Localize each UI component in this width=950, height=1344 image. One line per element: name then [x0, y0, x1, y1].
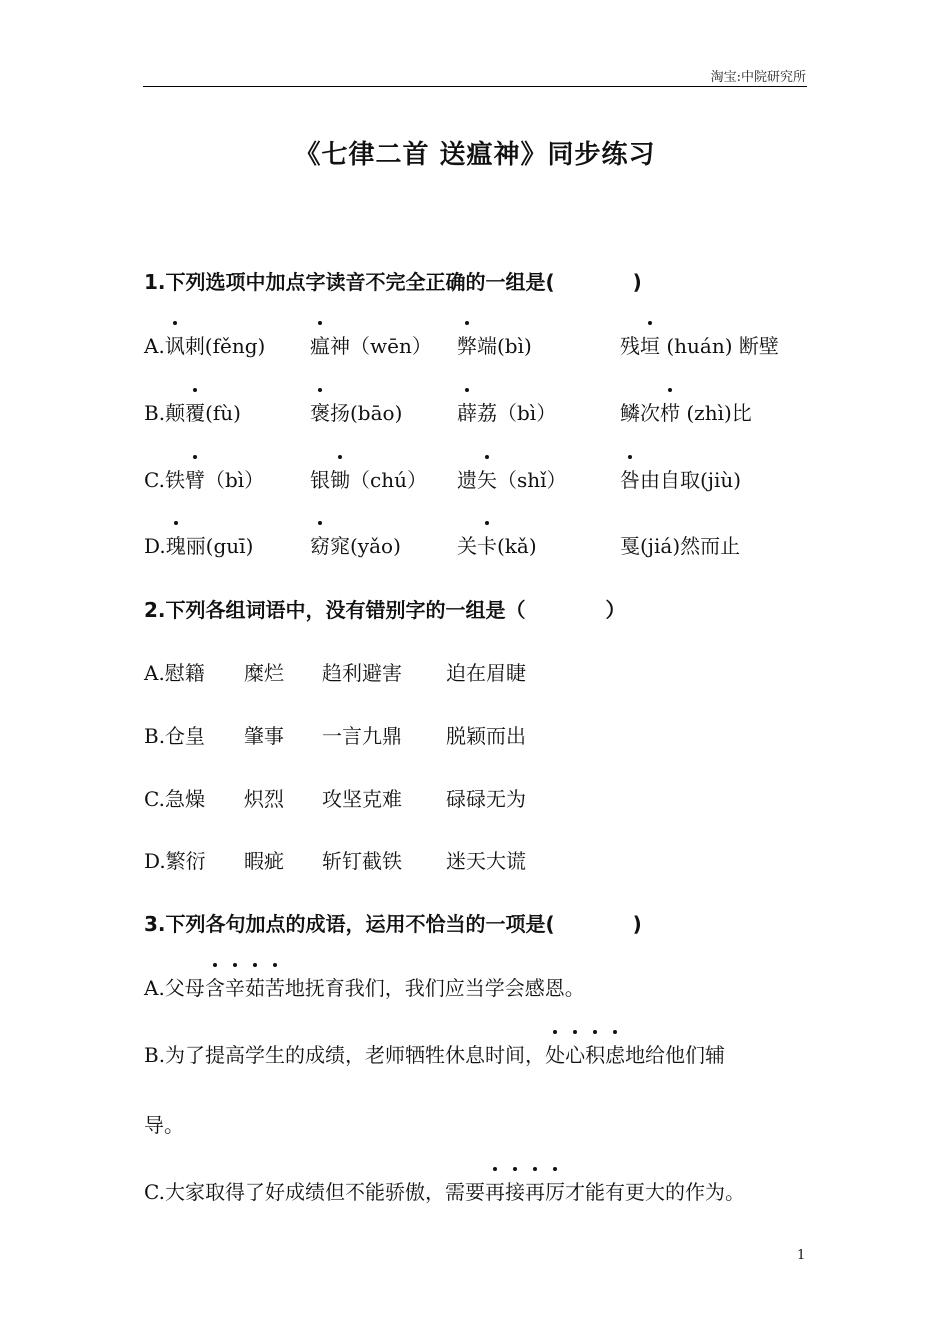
page-title: 《七律二首 送瘟神》同步练习 [294, 140, 656, 170]
dotted-char: 处 [545, 1039, 565, 1068]
q2-word: 迷天大谎 [446, 849, 526, 873]
dotted-char: 薜 [457, 397, 477, 426]
question-2-close: ） [605, 598, 626, 622]
q1-word: 瘟神（wēn） [310, 330, 432, 359]
q1-word: 残垣 (huán) 断壁 [620, 330, 779, 359]
dotted-char: 瑰 [166, 530, 186, 559]
page-number: 1 [797, 1248, 806, 1263]
q1-word: 遗矢（shǐ） [457, 464, 567, 493]
q2-word: 暇疵 [244, 849, 284, 873]
dotted-char: 虑 [605, 1039, 625, 1068]
q2-option-c [144, 783, 844, 813]
q1-option-d [144, 530, 844, 560]
question-1-stem [144, 266, 642, 295]
dotted-char: 茹 [245, 972, 265, 1001]
q2-word: 炽烈 [244, 787, 284, 811]
question-1-close: ) [632, 270, 642, 294]
option-label: A. [144, 334, 165, 358]
question-2-text: 2.下列各组词语中，没有错别字的一组是（ [144, 598, 526, 622]
header-rule [143, 86, 807, 87]
q2-word: C.急燥 [144, 787, 205, 811]
question-1-text: 1.下列选项中加点字读音不完全正确的一组是( [144, 270, 555, 294]
dotted-char: 心 [565, 1039, 585, 1068]
q2-word: 糜烂 [244, 661, 284, 685]
q2-word: B.仓皇 [144, 724, 206, 748]
q2-word: 攻坚克难 [322, 787, 402, 811]
dotted-char: 接 [505, 1176, 525, 1205]
sentence-text: B.为了提高学生的成绩，老师牺牲休息时间， [144, 1043, 546, 1067]
dotted-char: 弊 [457, 330, 477, 359]
question-3-stem [144, 908, 642, 937]
q2-word: 斩钉截铁 [322, 849, 402, 873]
dotted-char: 苦 [265, 972, 285, 1001]
option-c-sentence [144, 1176, 745, 1205]
q1-word: D.瑰丽(guī) [144, 530, 253, 559]
dotted-char: 褒 [310, 397, 330, 426]
q1-word: 戛(jiá)然而止 [620, 534, 741, 558]
q2-word: 碌碌无为 [446, 787, 526, 811]
q2-option-d [144, 845, 844, 875]
q2-word: 脱颖而出 [446, 724, 526, 748]
q1-word: 关卡(kǎ) [457, 530, 537, 559]
q1-word: A.讽刺(fěng) [144, 330, 265, 359]
dotted-char: 覆 [185, 397, 205, 426]
sentence-text: C.大家取得了好成绩但不能骄傲，需要 [144, 1180, 485, 1204]
q2-word: 一言九鼎 [322, 724, 402, 748]
question-3-close: ) [632, 912, 642, 936]
q1-option-b [144, 397, 844, 427]
q1-word: 窈窕(yǎo) [310, 530, 401, 559]
q1-word: 薜荔（bì） [457, 397, 556, 426]
option-a-sentence [144, 972, 585, 1001]
q1-option-a [144, 330, 844, 360]
q2-word: 肇事 [244, 724, 284, 748]
dotted-idiom [205, 976, 285, 1000]
option-label: C. [144, 468, 165, 492]
q1-option-c [144, 464, 844, 494]
dotted-char: 咎 [620, 464, 640, 493]
dotted-char: 锄 [330, 464, 350, 493]
dotted-char: 垣 [640, 330, 660, 359]
q2-word: 迫在眉睫 [446, 661, 526, 685]
dotted-char: 辛 [225, 972, 245, 1001]
option-b-sentence [144, 1039, 725, 1068]
header-note: 淘宝:中院研究所 [710, 70, 806, 85]
dotted-char: 窈 [310, 530, 330, 559]
q1-word: B.颠覆(fù) [144, 397, 241, 426]
q2-word: A.慰籍 [144, 661, 205, 685]
dotted-idiom [485, 1180, 565, 1204]
sentence-text: A.父母 [144, 976, 205, 1000]
dotted-char: 臂 [185, 464, 205, 493]
dotted-char: 含 [205, 972, 225, 1001]
option-label: B. [144, 401, 166, 425]
q2-word: D.繁衍 [144, 849, 206, 873]
dotted-char: 卡 [477, 530, 497, 559]
q2-option-a [144, 657, 844, 687]
q1-word: 银锄（chú） [310, 464, 427, 493]
dotted-char: 讽 [165, 330, 185, 359]
sentence-text: 才能有更大的作为。 [564, 1180, 745, 1204]
question-2-stem [144, 594, 626, 623]
q1-word: 弊端(bì) [457, 330, 532, 359]
q1-word: 咎由自取(jiù) [620, 464, 741, 493]
dotted-char: 栉 [660, 397, 680, 426]
q2-option-b [144, 720, 844, 750]
q1-word: 鳞次栉 (zhì)比 [620, 397, 752, 426]
q1-word: 褒扬(bāo) [310, 397, 402, 426]
q1-word: C.铁臂（bì） [144, 464, 264, 493]
dotted-char: 厉 [545, 1176, 565, 1205]
dotted-char: 矢 [477, 464, 497, 493]
option-b-continuation: 导。 [144, 1113, 184, 1137]
question-3-text: 3.下列各句加点的成语，运用不恰当的一项是( [144, 912, 555, 936]
option-label: D. [144, 534, 166, 558]
dotted-idiom [545, 1043, 625, 1067]
dotted-char: 积 [585, 1039, 605, 1068]
q2-word: 趋利避害 [322, 661, 402, 685]
dotted-char: 瘟 [310, 330, 330, 359]
dotted-char: 再 [485, 1176, 505, 1205]
sentence-text: 地给他们辅 [625, 1043, 726, 1067]
dotted-char: 再 [525, 1176, 545, 1205]
sentence-text: 地抚育我们，我们应当学会感恩。 [284, 976, 585, 1000]
